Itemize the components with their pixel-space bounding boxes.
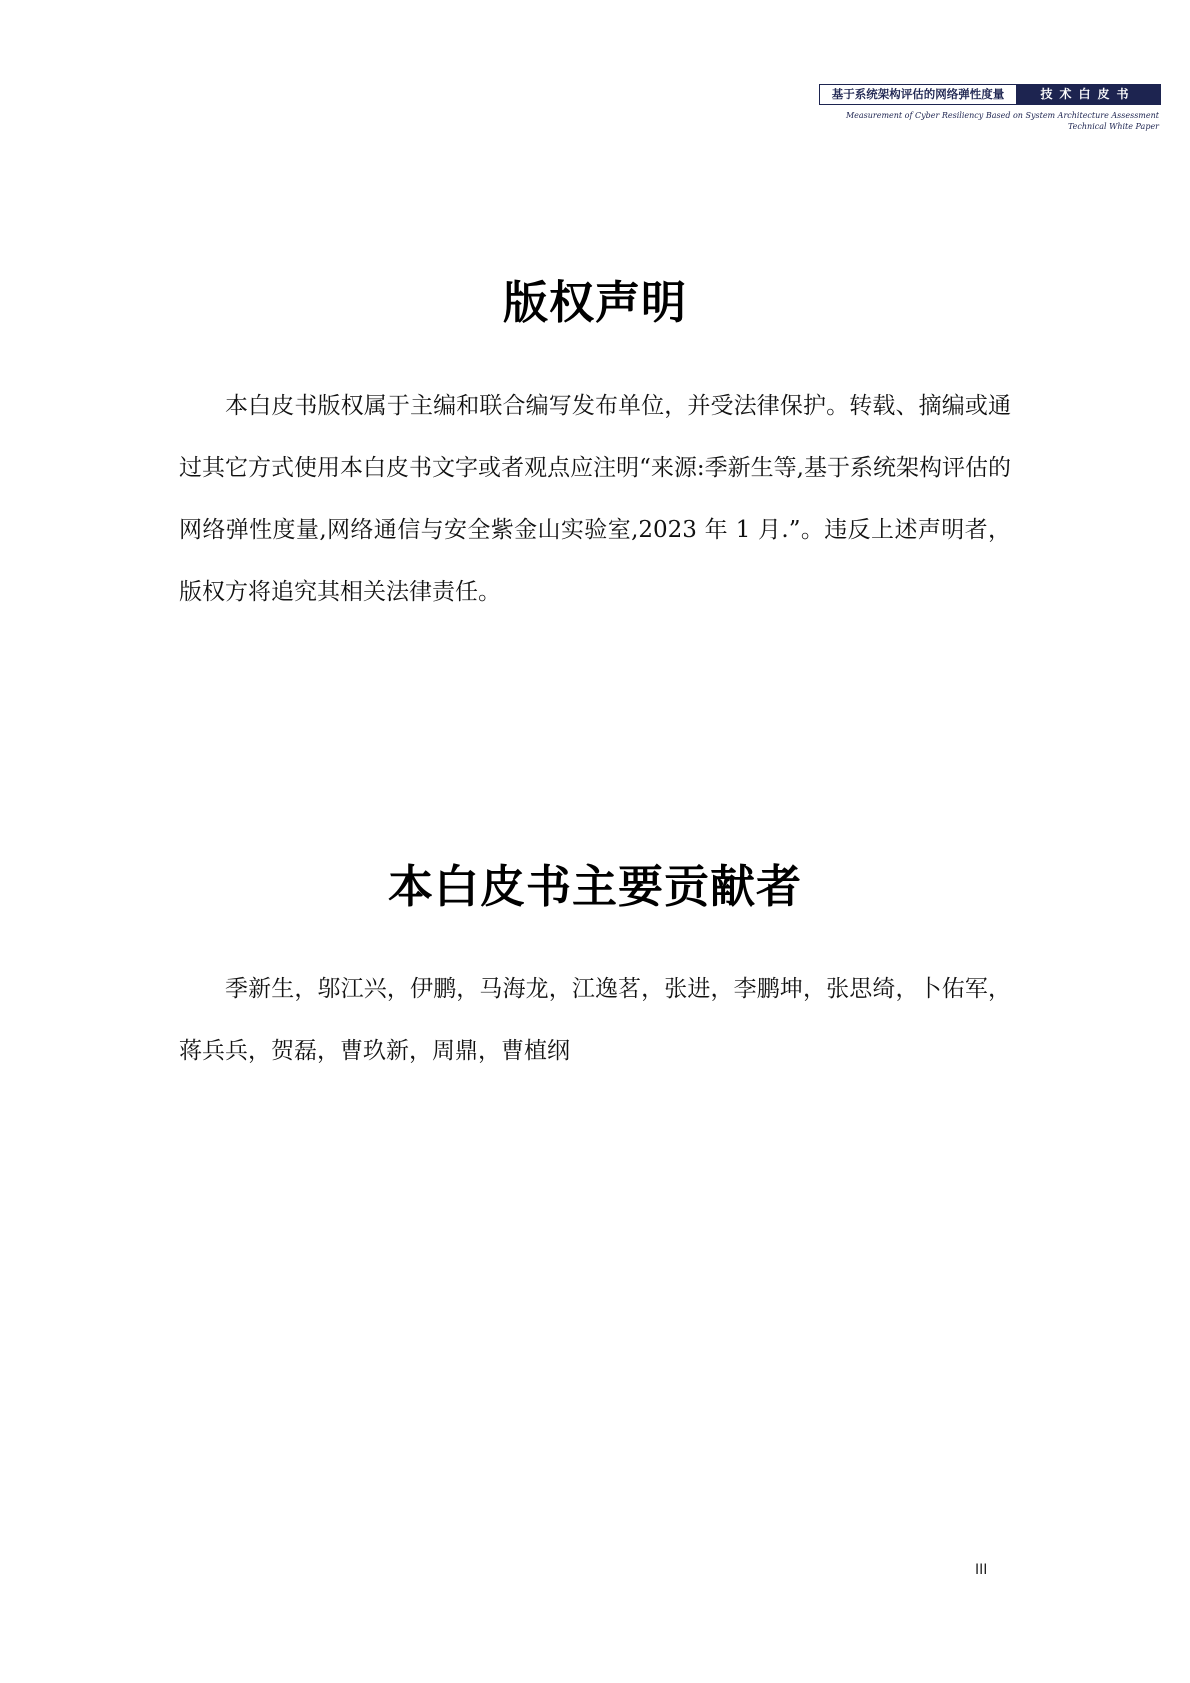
contributors-paragraph: 季新生，邬江兴，伊鹏，马海龙，江逸茗，张进，李鹏坤，张思绮，卜佑军，蒋兵兵，贺磊，曹玖新，周鼎，曹植纲 [179,976,1011,1064]
header-document-type: 技术白皮书 [1016,85,1160,104]
copyright-heading: 版权声明 [502,276,687,329]
copyright-paragraph: 本白皮书版权属于主编和联合编写发布单位，并受法律保护。转载、摘编或通过其它方式使用本白皮书文字或者观点应注明“来源:季新生等,基于系统架构评估的网络弹性度量,网络通信与安全紫金山实验室,2023 年 1 月.”。违反上述声明者，版权方将追究其相关法律责任。 [179,393,1011,605]
header-subtitle-line1: Measurement of Cyber Resiliency Based on System Architecture Assessment [845,111,1159,120]
header-title-cn: 基于系统架构评估的网络弹性度量 [820,85,1016,104]
running-header [819,84,1161,132]
header-bar [819,84,1161,105]
page-number: III [975,1562,988,1578]
header-subtitle-line2: Technical White Paper [1067,122,1159,131]
header-subtitle-en [819,110,1161,132]
contributors-heading: 本白皮书主要贡献者 [387,860,802,913]
